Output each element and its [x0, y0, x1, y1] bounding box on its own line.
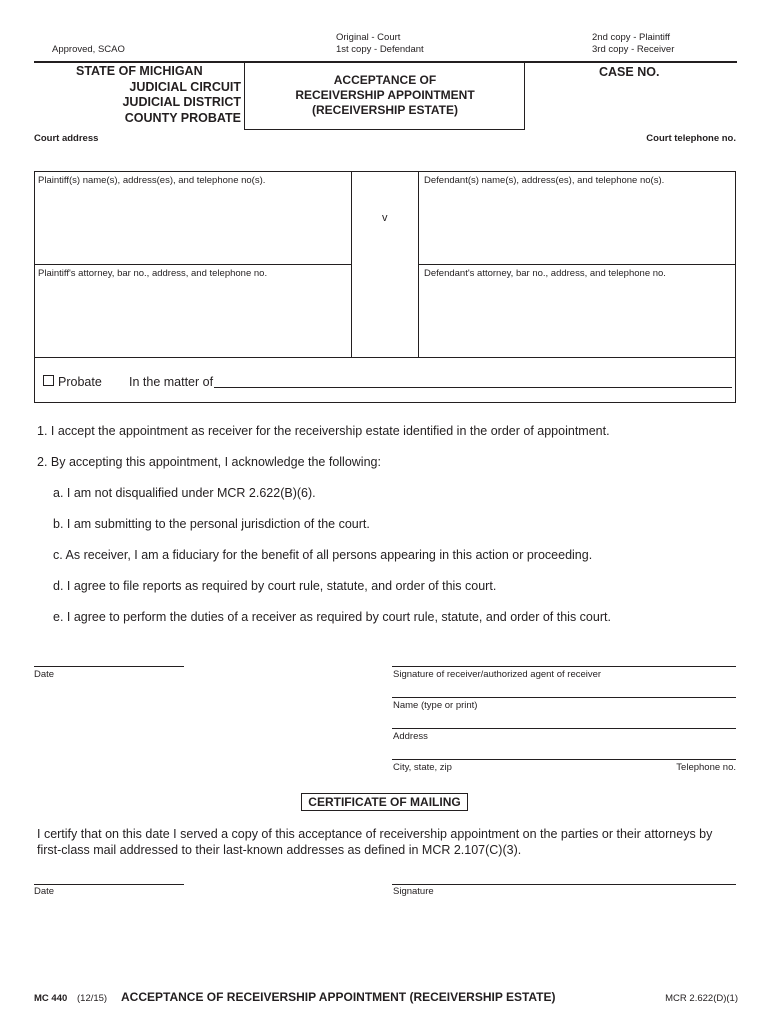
matter-input-line[interactable]	[214, 387, 732, 388]
copy-line: Original - Court	[336, 32, 401, 43]
matter-label: In the matter of	[129, 375, 214, 389]
copy-distribution-right	[592, 32, 674, 56]
statement-2b: b. I am submitting to the personal jurisdiction of the court.	[53, 517, 370, 531]
court-address-label: Court address	[34, 133, 99, 144]
form-number: MC 440	[34, 993, 68, 1004]
copy-line: 3rd copy - Receiver	[592, 44, 675, 55]
telephone-label: Telephone no.	[676, 762, 736, 773]
certificate-text	[37, 826, 737, 858]
matter-row-rule	[34, 357, 736, 358]
copy-line: 1st copy - Defendant	[336, 44, 424, 55]
state-line: STATE OF MICHIGAN	[76, 64, 203, 78]
date-line[interactable]	[34, 666, 184, 667]
certificate-signature-label: Signature	[393, 886, 434, 897]
approval-note: Approved, SCAO	[52, 44, 125, 55]
name-label: Name (type or print)	[393, 700, 478, 711]
city-line[interactable]	[392, 759, 736, 760]
title-line: ACCEPTANCE OF	[333, 73, 437, 87]
probate-checkbox[interactable]	[43, 375, 54, 386]
certificate-line: I certify that on this date I served a copy of this acceptance of receivership appointment on the parties or their attorneys by	[37, 827, 713, 841]
certificate-date-label: Date	[34, 886, 55, 897]
address-label: Address	[393, 731, 428, 742]
title-line: (RECEIVERSHIP ESTATE)	[311, 103, 459, 117]
case-number-label: CASE NO.	[599, 65, 660, 79]
statement-2d: d. I agree to file reports as required by court rule, statute, and order of this court.	[53, 579, 497, 593]
address-line[interactable]	[392, 728, 736, 729]
receiver-signature-label: Signature of receiver/authorized agent of receiver	[393, 669, 602, 680]
plaintiff-attorney-rule	[34, 264, 352, 265]
certificate-line: first-class mail addressed to their last-known addresses as defined in MCR 2.107(C)(3).	[37, 843, 522, 857]
certificate-date-line[interactable]	[34, 884, 184, 885]
copy-distribution-center	[336, 32, 424, 56]
plaintiff-attorney-input-area[interactable]	[36, 281, 348, 355]
copy-line: 2nd copy - Plaintiff	[592, 32, 670, 43]
court-line: COUNTY PROBATE	[124, 110, 241, 125]
plaintiff-field-label: Plaintiff(s) name(s), address(es), and telephone no(s).	[38, 175, 266, 186]
statement-2a: a. I am not disqualified under MCR 2.622(B)(6).	[53, 486, 316, 500]
date-label: Date	[34, 669, 55, 680]
city-label: City, state, zip	[393, 762, 452, 773]
footer-title: ACCEPTANCE OF RECEIVERSHIP APPOINTMENT (RECEIVERSHIP ESTATE)	[121, 990, 556, 1004]
defendant-attorney-input-area[interactable]	[421, 281, 733, 355]
certificate-heading: CERTIFICATE OF MAILING	[301, 793, 468, 811]
receiver-signature-line[interactable]	[392, 666, 736, 667]
court-line: JUDICIAL DISTRICT	[122, 95, 241, 109]
plaintiff-attorney-label: Plaintiff's attorney, bar no., address, and telephone no.	[38, 268, 268, 279]
form-title	[246, 73, 524, 118]
statement-2c: c. As receiver, I am a fiduciary for the benefit of all persons appearing in this action or proceeding.	[53, 548, 593, 562]
certificate-signature-line[interactable]	[392, 884, 736, 885]
title-line: RECEIVERSHIP APPOINTMENT	[295, 88, 475, 102]
plaintiff-input-area[interactable]	[36, 188, 348, 262]
probate-label: Probate	[58, 375, 102, 389]
court-telephone-label: Court telephone no.	[646, 133, 736, 144]
statement-2e: e. I agree to perform the duties of a receiver as required by court rule, statute, and order of this court.	[53, 610, 611, 624]
court-line: JUDICIAL CIRCUIT	[129, 79, 241, 94]
header-divider-right	[524, 63, 525, 130]
defendant-input-area[interactable]	[421, 188, 733, 262]
statement-1: 1. I accept the appointment as receiver for the receivership estate identified in the order of appointment.	[37, 424, 610, 438]
defendant-field-label: Defendant(s) name(s), address(es), and telephone no(s).	[424, 175, 665, 186]
header-top-rule	[34, 61, 737, 63]
defendant-attorney-label: Defendant's attorney, bar no., address, and telephone no.	[424, 268, 666, 279]
header-divider-left	[244, 63, 245, 130]
form-revision: (12/15)	[77, 993, 108, 1004]
header-title-bottom	[244, 129, 525, 130]
versus-label: v	[382, 212, 388, 224]
court-name-block	[34, 64, 241, 126]
statement-2: 2. By accepting this appointment, I acknowledge the following:	[37, 455, 381, 469]
court-rule-reference: MCR 2.622(D)(1)	[665, 993, 738, 1004]
defendant-attorney-rule	[418, 264, 736, 265]
name-line[interactable]	[392, 697, 736, 698]
